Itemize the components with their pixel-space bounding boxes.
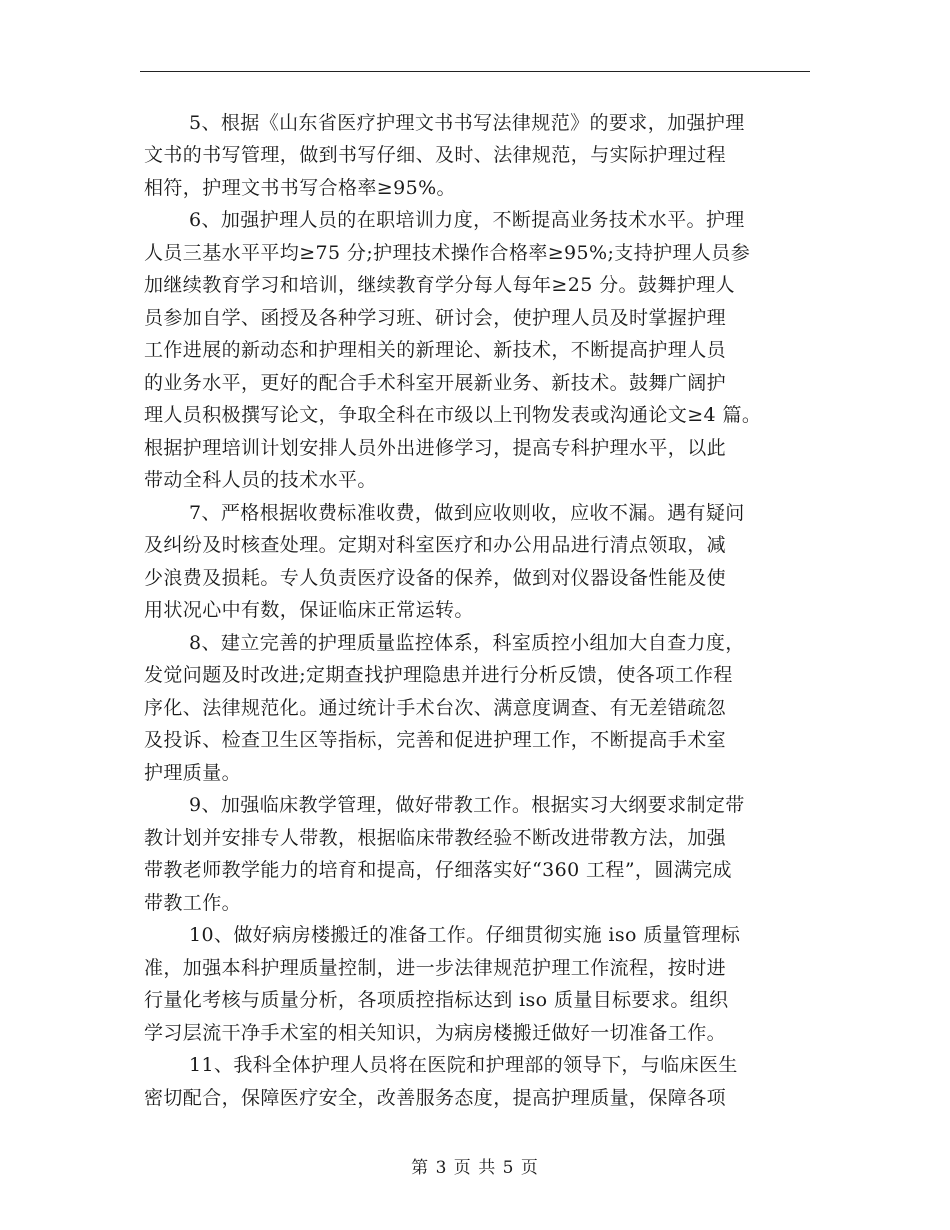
text-line: 少浪费及损耗。专人负责医疗设备的保养，做到对仪器设备性能及使 [144,567,727,589]
text-line: 序化、法律规范化。通过统计手术台次、满意度调查、有无差错疏忽 [144,697,727,719]
text-line: 5、根据《山东省医疗护理文书书写法律规范》的要求，加强护理 [189,112,745,134]
text-line: 带动全科人员的技术水平。 [144,469,377,491]
page-number-footer: 第 3 页 共 5 页 [411,1158,539,1178]
text-line: 员参加自学、函授及各种学习班、研讨会，使护理人员及时掌握护理 [144,307,727,329]
text-line: 及纠纷及时核查处理。定期对科室医疗和办公用品进行清点领取，减 [144,534,727,556]
text-line: 10、做好病房楼搬迁的准备工作。仔细贯彻实施 iso 质量管理标 [189,924,741,946]
text-line: 6、加强护理人员的在职培训力度，不断提高业务技术水平。护理 [189,209,745,231]
text-line: 人员三基水平平均≥75 分;护理技术操作合格率≥95%;支持护理人员参 [144,242,751,264]
text-line: 行量化考核与质量分析，各项质控指标达到 iso 质量目标要求。组织 [144,989,729,1011]
text-line: 用状况心中有数，保证临床正常运转。 [144,599,474,621]
text-line: 准，加强本科护理质量控制，进一步法律规范护理工作流程，按时进 [144,957,727,979]
text-line: 9、加强临床教学管理，做好带教工作。根据实习大纲要求制定带 [189,794,745,816]
text-line: 的业务水平，更好的配合手术科室开展新业务、新技术。鼓舞广阔护 [144,372,727,394]
text-line: 密切配合，保障医疗安全，改善服务态度，提高护理质量，保障各项 [144,1087,727,1109]
text-line: 带教工作。 [144,892,242,914]
text-line: 工作进展的新动态和护理相关的新理论、新技术，不断提高护理人员 [144,339,727,361]
text-line: 理人员积极撰写论文，争取全科在市级以上刊物发表或沟通论文≥4 篇。 [144,404,762,426]
text-line: 加继续教育学习和培训，继续教育学分每人每年≥25 分。鼓舞护理人 [144,274,735,296]
text-line: 文书的书写管理，做到书写仔细、及时、法律规范，与实际护理过程 [144,144,727,166]
text-line: 7、严格根据收费标准收费，做到应收则收，应收不漏。遇有疑问 [189,502,745,524]
text-line: 根据护理培训计划安排人员外出进修学习，提高专科护理水平，以此 [144,437,727,459]
header-rule [140,71,810,72]
text-line: 带教老师教学能力的培育和提高，仔细落实好“360 工程”，圆满完成 [144,859,732,881]
text-line: 教计划并安排专人带教，根据临床带教经验不断改进带教方法，加强 [144,827,727,849]
text-line: 发觉问题及时改进;定期查找护理隐患并进行分析反馈，使各项工作程 [144,664,733,686]
text-line: 学习层流干净手术室的相关知识，为病房楼搬迁做好一切准备工作。 [144,1022,727,1044]
text-line: 11、我科全体护理人员将在医院和护理部的领导下，与临床医生 [189,1054,738,1076]
text-line: 护理质量。 [144,762,242,784]
text-line: 及投诉、检查卫生区等指标，完善和促进护理工作，不断提高手术室 [144,729,727,751]
text-line: 8、建立完善的护理质量监控体系，科室质控小组加大自查力度， [189,632,745,654]
text-line: 相符，护理文书书写合格率≥95%。 [144,177,456,199]
